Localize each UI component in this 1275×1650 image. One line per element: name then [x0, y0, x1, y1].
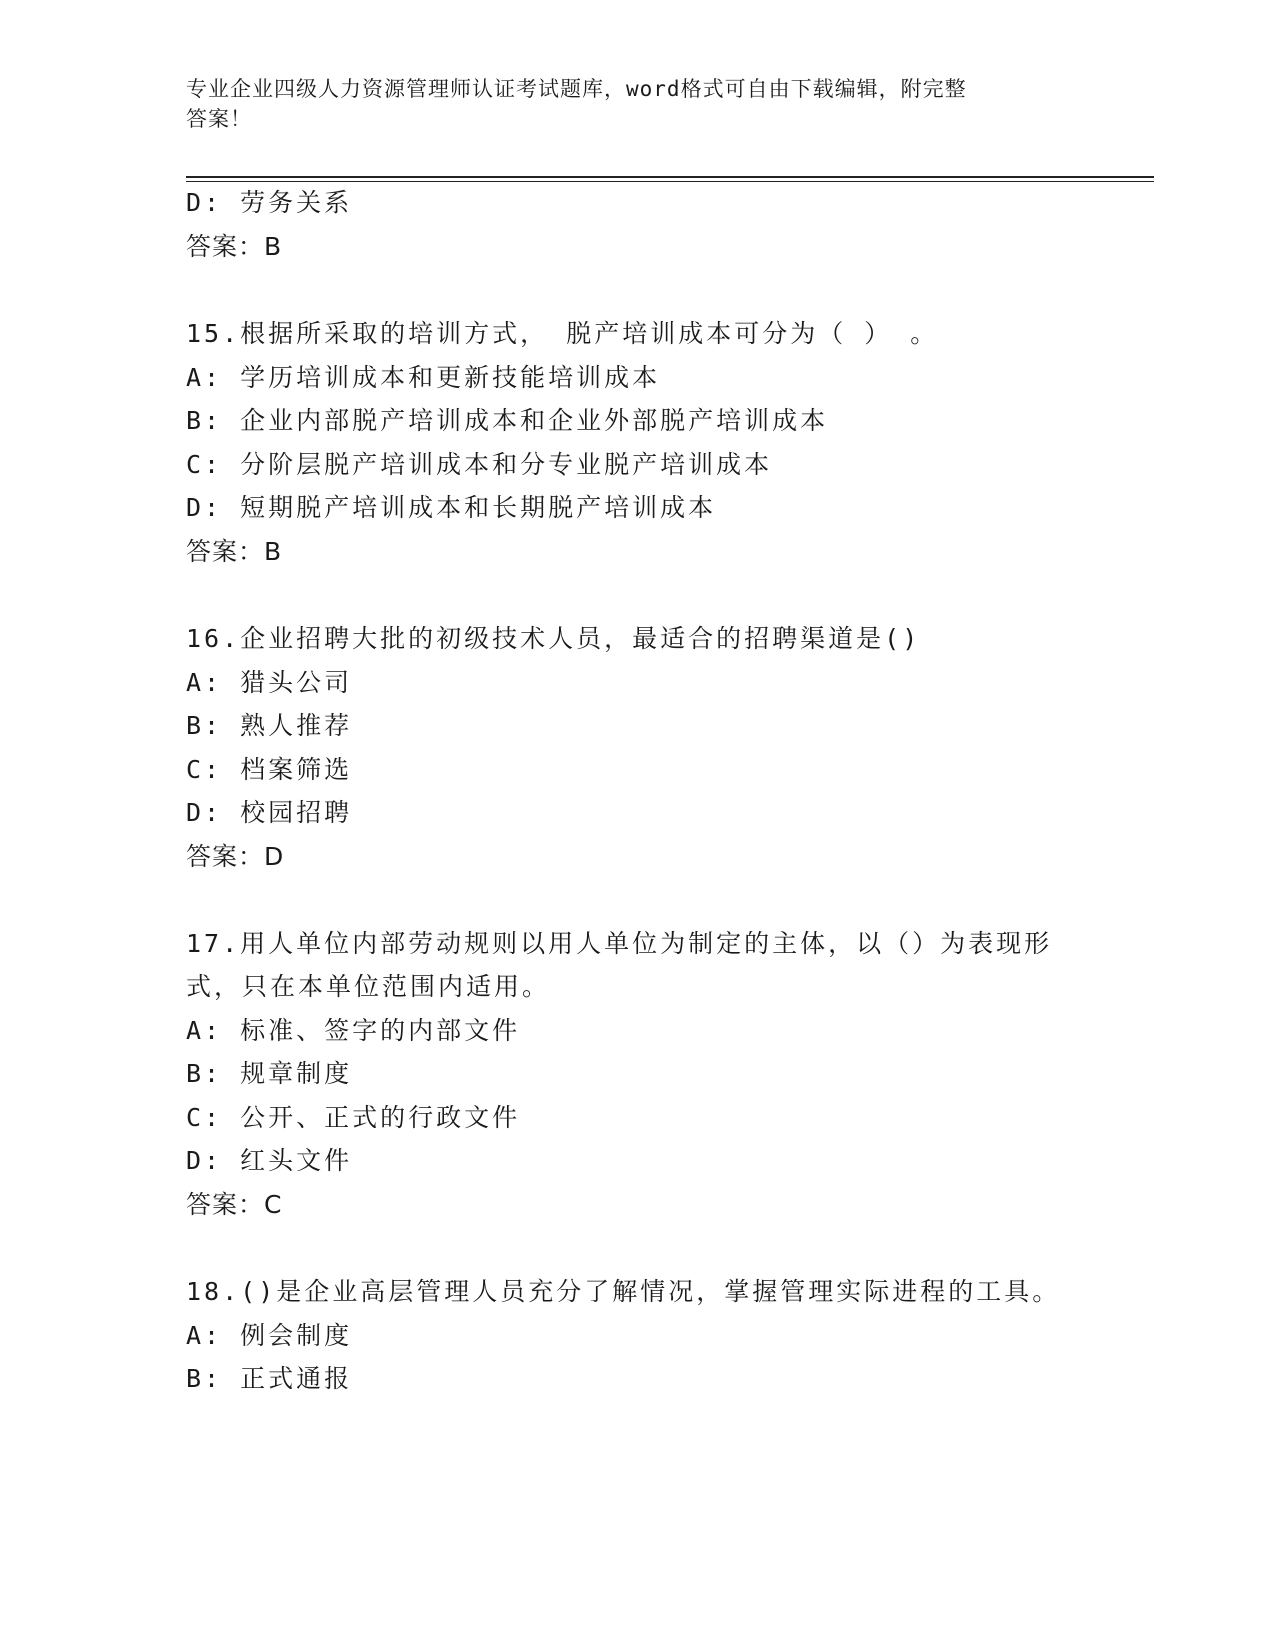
option-line: B: 规章制度: [186, 1059, 353, 1088]
option-line: A: 例会制度: [186, 1321, 353, 1350]
question-line: 16.企业招聘大批的初级技术人员，最适合的招聘渠道是(): [186, 624, 921, 653]
option-line: A: 猎头公司: [186, 668, 353, 697]
document-header: [186, 74, 1066, 134]
option-line: C: 公开、正式的行政文件: [186, 1103, 521, 1132]
answer-line: 答案：C: [186, 1190, 283, 1219]
option-line: A: 学历培训成本和更新技能培训成本: [186, 363, 661, 392]
answer-line: 答案：B: [186, 537, 283, 566]
header-divider-thin: [186, 181, 1154, 182]
option-line: D: 短期脱产培训成本和长期脱产培训成本: [186, 493, 717, 522]
header-text-continued: 答案！: [186, 107, 252, 131]
option-line: D: 劳务关系: [186, 188, 353, 217]
option-line: A: 标准、签字的内部文件: [186, 1016, 521, 1045]
option-line: B: 熟人推荐: [186, 711, 353, 740]
question-line: 17.用人单位内部劳动规则以用人单位为制定的主体，以（）为表现形: [186, 929, 1053, 958]
option-line: D: 校园招聘: [186, 798, 353, 827]
answer-line: 答案：D: [186, 842, 285, 871]
option-line: C: 档案筛选: [186, 755, 353, 784]
option-line: D: 红头文件: [186, 1146, 353, 1175]
answer-line: 答案：B: [186, 232, 283, 261]
option-line: B: 正式通报: [186, 1364, 353, 1393]
option-line: B: 企业内部脱产培训成本和企业外部脱产培训成本: [186, 406, 829, 435]
header-text: 专业企业四级人力资源管理师认证考试题库，word格式可自由下载编辑，附完整: [186, 77, 967, 101]
question-line: 18.()是企业高层管理人员充分了解情况，掌握管理实际进程的工具。: [186, 1277, 1061, 1306]
header-divider-thick: [186, 176, 1154, 178]
option-line: C: 分阶层脱产培训成本和分专业脱产培训成本: [186, 450, 773, 479]
question-line: 式，只在本单位范围内适用。: [186, 972, 551, 1001]
question-line: 15.根据所采取的培训方式， 脱产培训成本可分为（ ） 。: [186, 319, 939, 348]
